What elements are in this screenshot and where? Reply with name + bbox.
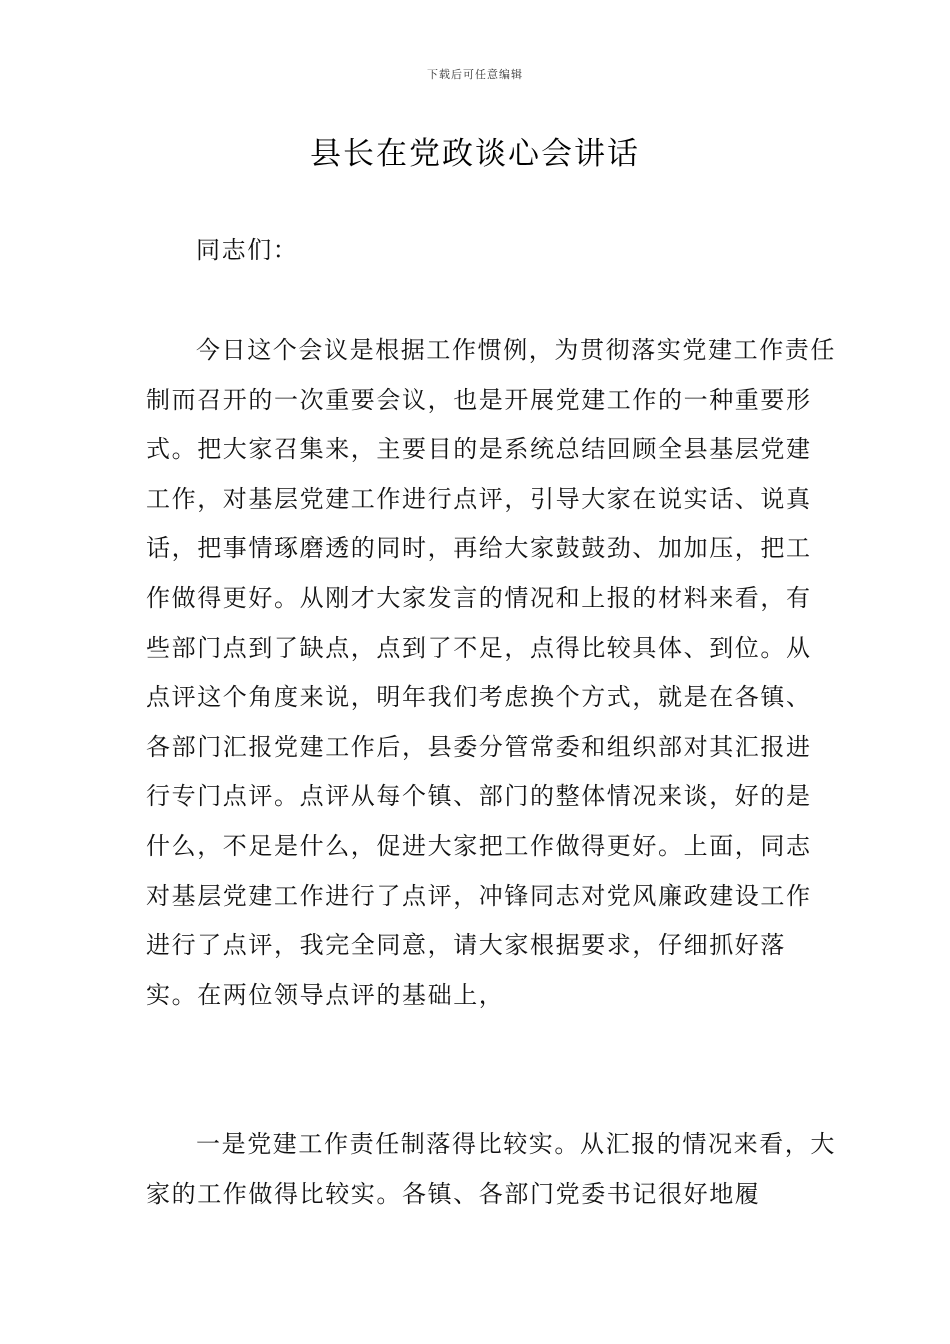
header-note: 下载后可任意编辑 [427, 68, 523, 81]
body-paragraph: 今日这个会议是根据工作惯例，为贯彻落实党建工作责任制而召开的一次重要会议，也是开展党建工作的一种重要形式。把大家召集来，主要目的是系统总结回顾全县基层党建工作，对基层党建工作进行点评，引导大家在说实话、说真话，把事情琢磨透的同时，再给大家鼓鼓劲、加加压，把工作做得更好。从刚才大家发言的情况和上报的材料来看，有些部门点到了缺点，点到了不足，点得比较具体、到位。从点评这个角度来说，明年我们考虑换个方式，就是在各镇、各部门汇报党建工作后，县委分管常委和组织部对其汇报进行专门点评。点评从每个镇、部门的整体情况来谈，好的是什么，不足是什么，促进大家把工作做得更好。上面，同志对基层党建工作进行了点评，冲锋同志对党风廉政建设工作进行了点评，我完全同意，请大家根据要求，仔细抓好落实。在两位领导点评的基础上， [146, 336, 836, 1009]
document-title: 县长在党政谈心会讲话 [310, 136, 640, 172]
body-paragraph: 一是党建工作责任制落得比较实。从汇报的情况来看，大家的工作做得比较实。各镇、各部门党委书记很好地履 [146, 1130, 836, 1208]
salutation: 同志们： [196, 236, 299, 264]
